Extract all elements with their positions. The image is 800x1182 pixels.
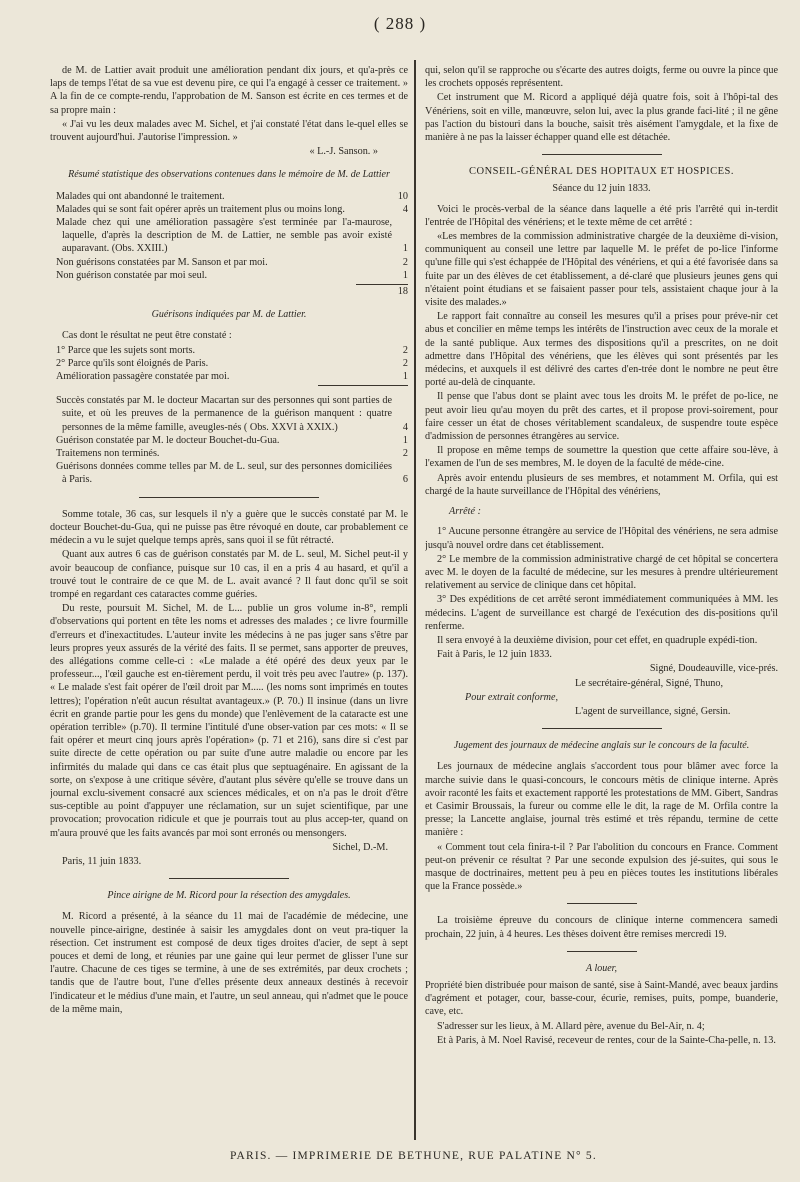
louer-heading: A louer, <box>586 962 617 974</box>
conseil-paragraph: Le rapport fait connaître au conseil les mesures qu'il a prises pour préve-nir cet abus et concilier en même temps les intérêts de l'instruction avec ceux de la morale et de la santé publique. Aux termes des dispositions qu'il a prescrites, on ne doit admettre dans l'Hôpital des vénériens, que les élèves qui sont présentés par les médecins, et auxquels il est délivré des cartes d'en-trée dont le nombre ne peut être porté au-delà de cinquante. <box>425 311 778 389</box>
conseil-paragraph: Voici le procès-verbal de la séance dans laquelle a été pris l'arrêté qui in-terdit l'entrée de l'Hôpital des vénériens; et le texte même de cet arrêté : <box>425 203 778 228</box>
summary-row: Malades qui ont abandonné le traitement. 10 <box>56 190 408 202</box>
journaux-heading: Jugement des journaux de médecine anglais sur le concours de la faculté. <box>453 740 750 752</box>
conseil-paragraph: «Les membres de la commission administrative chargée de la deuxième di-vision, communiquent au conseil une lettre par laquelle M. le préfet de po-lice l'informe qu'une fille qui s'est échappée de l'Hôpital des vénériens, et qui a été favorisée dans sa fuite par un des élèves de cet établissement, a dé-claré que plusieurs jeunes gens qui n'étaient point étudians et se faisaient passer pour tels, assistaient chaque jour à la visite des malades.» <box>425 231 778 309</box>
pince-continued: qui, selon qu'il se rapproche ou s'écarte des autres doigts, ferme ou ouvre la pince que les crochets opposés représentent. <box>425 65 778 90</box>
success-row: Guérisons données comme telles par M. de L. seul, sur des personnes domiciliées à Paris. 6 <box>56 461 408 486</box>
louer-paragraph: Propriété bien distribuée pour maison de santé, sise à Saint-Mandé, avec beaux jardins d'agrément et potager, cour, basse-cour, écurie, remises, puits, pompe, buanderie, cave, etc. <box>425 979 778 1018</box>
section-rule <box>567 903 637 904</box>
body-paragraph: Du reste, poursuit M. Sichel, M. de L... publie un gros volume in-8°, rempli d'observations qui portent en tête les noms et adresses des malades ; ce livre fourmille d'erreurs et d'inexactitudes. L'auteur invite les médecins à ne pas juger sans s'être par leurs propres yeux assurés de la vérité des faits. Il se permet, sans apporter de preuves, des allégations comme celle-ci : «Le malade a été opéré des deux yeux par le professeur..., l'œil gauche est en-tièrement perdu, il voit très peu avec l'autre» (p. 137). « Le malade s'est fait opérer de l'œil droit par M..... (les noms sont imprimés en toutes lettres); l'opération n'eût aucun résultat avantageux.» (P. 70.) Il insinue (dans un livre écrit en grande partie pour les gens du monde) que l'enlèvement de la cataracte est une opération terrible» (p.70). Il termine l'intitulé d'une obser-vation par ces mots: « Il se fait opérer et meurt cinq jours après l'opération» (p. 71 et 216), sans dire si c'est par suite directe de cette opération ou par suite d'une autre maladie ou encore par les infirmités du malade qui dans ce cas était plus que septuagénaire. En agissant de la sorte, on s'expose à une critique sévère, d'autant plus sévère qu'elle se trouve dans un journal exclu-sivement consacré aux sciences médicales, et on n'a pas le droit d'être sus-ceptible au point d'appuyer une réclamation, sur un sujet scientifique, par une provocation; provocation ridicule et que je pourrais tout au plus accep-ter, quand on m'aura prouvé que les faits avancés par moi sont erronés ou mensongers. <box>50 603 408 839</box>
conseil-paragraph: Il propose en même temps de soumettre la question que cette affaire sou-lève, à l'examen de l'un de ses membres, M. le doyen de la faculté de méde-cine. <box>425 445 778 470</box>
arrete-label: Arrêté : <box>449 506 481 518</box>
column-divider <box>414 60 416 1140</box>
pince-continued: Cet instrument que M. Ricord a appliqué déjà quatre fois, soit à l'hôpi-tal des Vénériens, soit en ville, manœuvre, selon lui, avec la plus grande faci-lité ; il ne gêne pas l'action du bistouri dans la bouche, saisit très aisément l'amygdale, et la fixe de manière à ne pas la laisser échapper quand elle est détachée. <box>425 92 778 144</box>
intro-paragraph: « J'ai vu les deux malades avec M. Sichel, et j'ai constaté l'état dans le-quel elles se trouvent aujourd'hui. J'autorise l'impression. » <box>50 118 408 144</box>
conseil-paragraph: Il pense que l'abus dont se plaint avec tous les droits M. le préfet de po-lice, ne peut avoir lieu qu'au moyen du prêt des cartes, et il propose provi-soirement, pour faire cesser un état de choses véritablement scandaleux, de suspendre toute espèce d'admission de personnes étrangères au service. <box>425 391 778 443</box>
arrete-item: 1° Aucune personne étrangère au service de l'Hôpital des vénériens, ne sera admise jusqu'à nouvel ordre dans cet établissement. <box>425 526 778 551</box>
right-column <box>425 64 778 1126</box>
journaux-paragraph: « Comment tout cela finira-t-il ? Par l'abolition du concours en France. Comment peut-on prévenir ce résultat ? Par une seconde expulsion des jé-suites, qui sous le masque de doctrinaires, mettent peu à peu en pièces toutes les institutions libérales que la France possède.» <box>425 841 778 893</box>
signature-line: Pour extrait conforme, <box>465 691 559 703</box>
signature-line: L'agent de surveillance, signé, Gersin. <box>575 705 731 717</box>
summary-row: Non guérison constatée par moi seul. 1 <box>56 269 408 281</box>
summary-total: 18 <box>397 286 408 298</box>
summary-heading: Résumé statistique des observations contenues dans le mémoire de M. de Lattier <box>68 169 390 181</box>
section-rule <box>567 951 637 952</box>
success-row: Succès constatés par M. le docteur Macartan sur des personnes qui sont parties de suite, et où les preuves de la permanence de la guérison manquent : quatre personnes de la même famille, aveugles-nés ( Obs. XXVI à XXIX.) 4 <box>56 395 408 433</box>
arrete-item: 3° Des expéditions de cet arrêté seront immédiatement communiquées à MM. les médecins. L'agent de surveillance est chargé de l'exécution des dis-positions qu'il renferme. <box>425 594 778 632</box>
sichel-date: Paris, 11 juin 1833. <box>62 855 142 867</box>
cures-row: 1° Parce que les sujets sont morts. 2 <box>56 344 408 356</box>
imprint-footer: PARIS. — IMPRIMERIE DE BETHUNE, RUE PALATINE N° 5. <box>230 1150 597 1162</box>
body-paragraph: Somme totale, 36 cas, sur lesquels il n'y a guère que le succès constaté par M. le docteur Bouchet-du-Gua, qui ne puisse pas être révoqué en doute, car probablement ce médecin a vu le sujet quelque temps après, sans quoi il se fût rétracté. <box>50 508 408 547</box>
sichel-signature: Sichel, D.-M. <box>332 841 388 853</box>
summary-row: Malade chez qui une amélioration passagère s'est terminée par l'a-maurose, laquelle, d'après la description de M. de Lattier, ne semble pas avoir existé auparavant. (Obs. XXIII.) 1 <box>56 217 408 255</box>
intro-paragraph: de M. de Lattier avait produit une amélioration pendant dix jours, et qu'a-près ce laps de temps l'état de sa vue est devenu pire, ce qui l'a engagé à cesser ce traitement. » A la fin de ce compte-rendu, l'approbation de M. Sanson est écrite en ces termes et de sa propre main : <box>50 65 408 116</box>
seance-date: Séance du 12 juin 1833. <box>552 183 651 195</box>
signature-line: Signé, Doudeauville, vice-prés. <box>649 663 778 675</box>
cures-intro: Cas dont le résultat ne peut être constaté : <box>62 330 232 342</box>
summary-row: Malades qui se sont fait opérer après un traitement plus ou moins long. 4 <box>56 203 408 215</box>
success-row: Guérison constatée par M. le docteur Bouchet-du-Gua. 1 <box>56 434 408 446</box>
section-rule <box>139 497 319 498</box>
arrete-item: 2° Le membre de la commission administrative chargé de cet hôpital se concertera avec M. le doyen de la faculté de médecine, sur les mesures à prendre ultérieurement relativement au service de clinique dans cet hôpital. <box>425 553 778 592</box>
pince-paragraph: M. Ricord a présenté, à la séance du 11 mai de l'académie de médecine, une nouvelle pince-airigne, destinée à saisir les amygdales dont on veut pra-tiquer la résection. Cet instrument est composé de deux tiges droites d'acier, de sept à sept pouces et demi de long, et réunies par une gaine qui leur permet de glisser l'une sur l'autre. Chacune de ces tiges se termine, à une de ses extrémités, par deux crochets ; tandis que de l'autre bout, l'une d'elles présente deux anneaux destinés à recevoir l'indicateur et le médius d'une main, et l'autre, un seul anneau, qui n'admet que le pouce de la même main, <box>50 911 408 1015</box>
louer-paragraph: Et à Paris, à M. Noel Ravisé, receveur de rentes, cour de la Sainte-Cha-pelle, n. 13. <box>437 1034 776 1046</box>
left-column <box>50 64 408 1126</box>
cures-heading: Guérisons indiquées par M. de Lattier. <box>151 309 307 321</box>
cures-row: 2° Parce qu'ils sont éloignés de Paris. 2 <box>56 357 408 369</box>
body-paragraph: Quant aux autres 6 cas de guérison constatés par M. de L. seul, M. Sichel peut-il y avoir beaucoup de confiance, puisque sur 10 cas, il en a pris 4 au hasard, et qu'il a trouvé tout le contraire de ce que M. de L. avait avancé ? Il faut donc qu'il se soit trompé en regardant ces cataractes comme guéries. <box>50 549 408 600</box>
louer-paragraph: S'adresser sur les lieux, à M. Allard père, avenue du Bel-Air, n. 4; <box>437 1020 705 1032</box>
signature-line: Le secrétaire-général, Signé, Thuno, <box>575 677 724 689</box>
conseil-heading: CONSEIL-GÉNÉRAL DES HOPITAUX ET HOSPICES. <box>469 166 734 178</box>
page-number: ( 288 ) <box>373 14 427 33</box>
summary-row: Non guérisons constatées par M. Sanson et par moi. 2 <box>56 256 408 268</box>
conseil-paragraph: Après avoir entendu plusieurs de ses membres, et notamment M. Orfila, qui est chargé de la haute surveillance de l'Hôpital des vénériens, <box>425 472 778 497</box>
section-rule <box>542 728 662 729</box>
arrete-item: Il sera envoyé à la deuxième division, pour cet effet, en quadruple expédi-tion. <box>437 634 758 646</box>
pince-heading: Pince airigne de M. Ricord pour la résection des amygdales. <box>107 890 351 902</box>
fait-line: Fait à Paris, le 12 juin 1833. <box>437 649 552 661</box>
intro-signature: « L.-J. Sanson. » <box>309 146 378 158</box>
concours-notice: La troisième épreuve du concours de clinique interne commencera samedi prochain, 22 juin, à 4 heures. Les thèses doivent être remises mercredi 19. <box>425 915 778 940</box>
cures-row: Amélioration passagère constatée par moi. 1 <box>56 371 408 383</box>
journaux-paragraph: Les journaux de médecine anglais s'accordent tous pour blâmer avec force la marche suivie dans le quasi-concours, le concours mètis de clinique interne. Après avoir raconté les faits et exactement rapporté les protestations de MM. Gibert, Sandras et Casimir Broussais, la fureur ou comme elle le dit, la rage de M. Orfila contre la presse; la Lancette anglaise, journal très estimé et très répandu, termine de cette manière : <box>425 761 778 839</box>
success-row: Traitemens non terminés. 2 <box>56 448 408 460</box>
section-rule <box>169 878 289 879</box>
sum-line <box>318 385 408 386</box>
section-rule <box>542 154 662 155</box>
